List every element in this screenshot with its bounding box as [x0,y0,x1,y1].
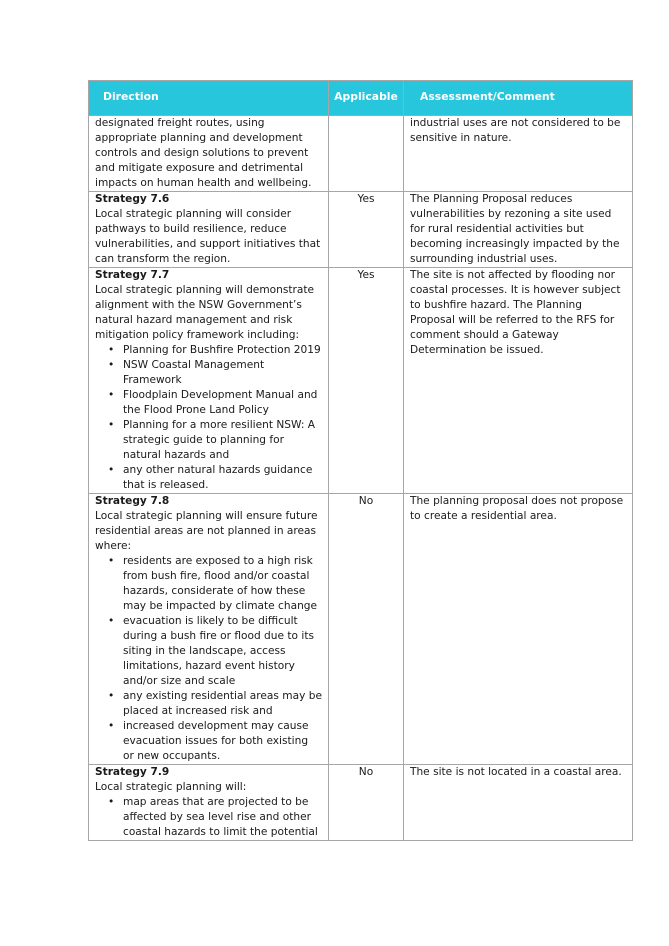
direction-text: Local strategic planning will: [95,781,247,793]
direction-text: Local strategic planning will consider pathways to build resilience, reduce vulnerabilities, and support initiatives that can transform the region. [95,208,321,265]
strategy-title: Strategy 7.7 [95,269,170,281]
comment-cell: The Planning Proposal reduces vulnerabilities by rezoning a site used for rural residential activities but becoming increasingly impacted by the surrounding industrial uses. [404,192,633,268]
bullet-list [95,795,322,840]
bullet-item: • NSW Coastal Management Framework [123,358,322,388]
direction-cell [89,494,329,765]
header-direction: Direction [89,81,329,116]
strategy-title: Strategy 7.8 [95,495,170,507]
direction-text: designated freight routes, using appropriate planning and development controls and design solutions to prevent and mitigate exposure and detrimental impacts on human health and wellbeing. [95,117,312,189]
table-header-row [89,81,633,116]
direction-cell [89,116,329,192]
table-row [89,192,633,268]
table-row [89,116,633,192]
applicable-cell [329,116,404,192]
bullet-item: • any existing residential areas may be placed at increased risk and [123,689,322,719]
comment-cell: industrial uses are not considered to be sensitive in nature. [404,116,633,192]
bullet-item: • Floodplain Development Manual and the Flood Prone Land Policy [123,388,322,418]
bullet-item: • any other natural hazards guidance that is released. [123,463,322,493]
bullet-item: • increased development may cause evacuation issues for both existing or new occupants. [123,719,322,764]
bullet-item: • Planning for a more resilient NSW: A strategic guide to planning for natural hazards and [123,418,322,463]
table-row [89,765,633,841]
applicable-cell: Yes [329,268,404,494]
direction-cell [89,268,329,494]
bullet-list [95,554,322,764]
bullet-item: • residents are exposed to a high risk from bush fire, flood and/or coastal hazards, considerate of how these may be impacted by climate change [123,554,322,614]
bullet-item: • map areas that are projected to be affected by sea level rise and other coastal hazards to limit the potential [123,795,322,840]
table-row [89,268,633,494]
direction-cell [89,765,329,841]
applicable-cell: Yes [329,192,404,268]
header-applicable: Applicable [329,81,404,116]
applicable-cell: No [329,765,404,841]
bullet-item: • evacuation is likely to be difficult during a bush fire or flood due to its siting in the landscape, access limitations, hazard event history and/or size and scale [123,614,322,689]
direction-cell [89,192,329,268]
assessment-table [88,80,633,841]
applicable-cell: No [329,494,404,765]
direction-text: Local strategic planning will demonstrate alignment with the NSW Government’s natural hazard management and risk mitigation policy framework including: [95,284,315,341]
bullet-item: • Planning for Bushfire Protection 2019 [123,343,322,358]
bullet-list [95,343,322,493]
strategy-title: Strategy 7.9 [95,766,170,778]
comment-cell: The planning proposal does not propose to create a residential area. [404,494,633,765]
table-row [89,494,633,765]
header-assessment-comment: Assessment/Comment [404,81,633,116]
direction-text: Local strategic planning will ensure future residential areas are not planned in areas where: [95,510,318,552]
table-body [89,116,633,841]
comment-cell: The site is not affected by flooding nor coastal processes. It is however subject to bushfire hazard. The Planning Proposal will be referred to the RFS for comment should a Gateway Determination be issued. [404,268,633,494]
comment-cell: The site is not located in a coastal area. [404,765,633,841]
strategy-title: Strategy 7.6 [95,193,170,205]
